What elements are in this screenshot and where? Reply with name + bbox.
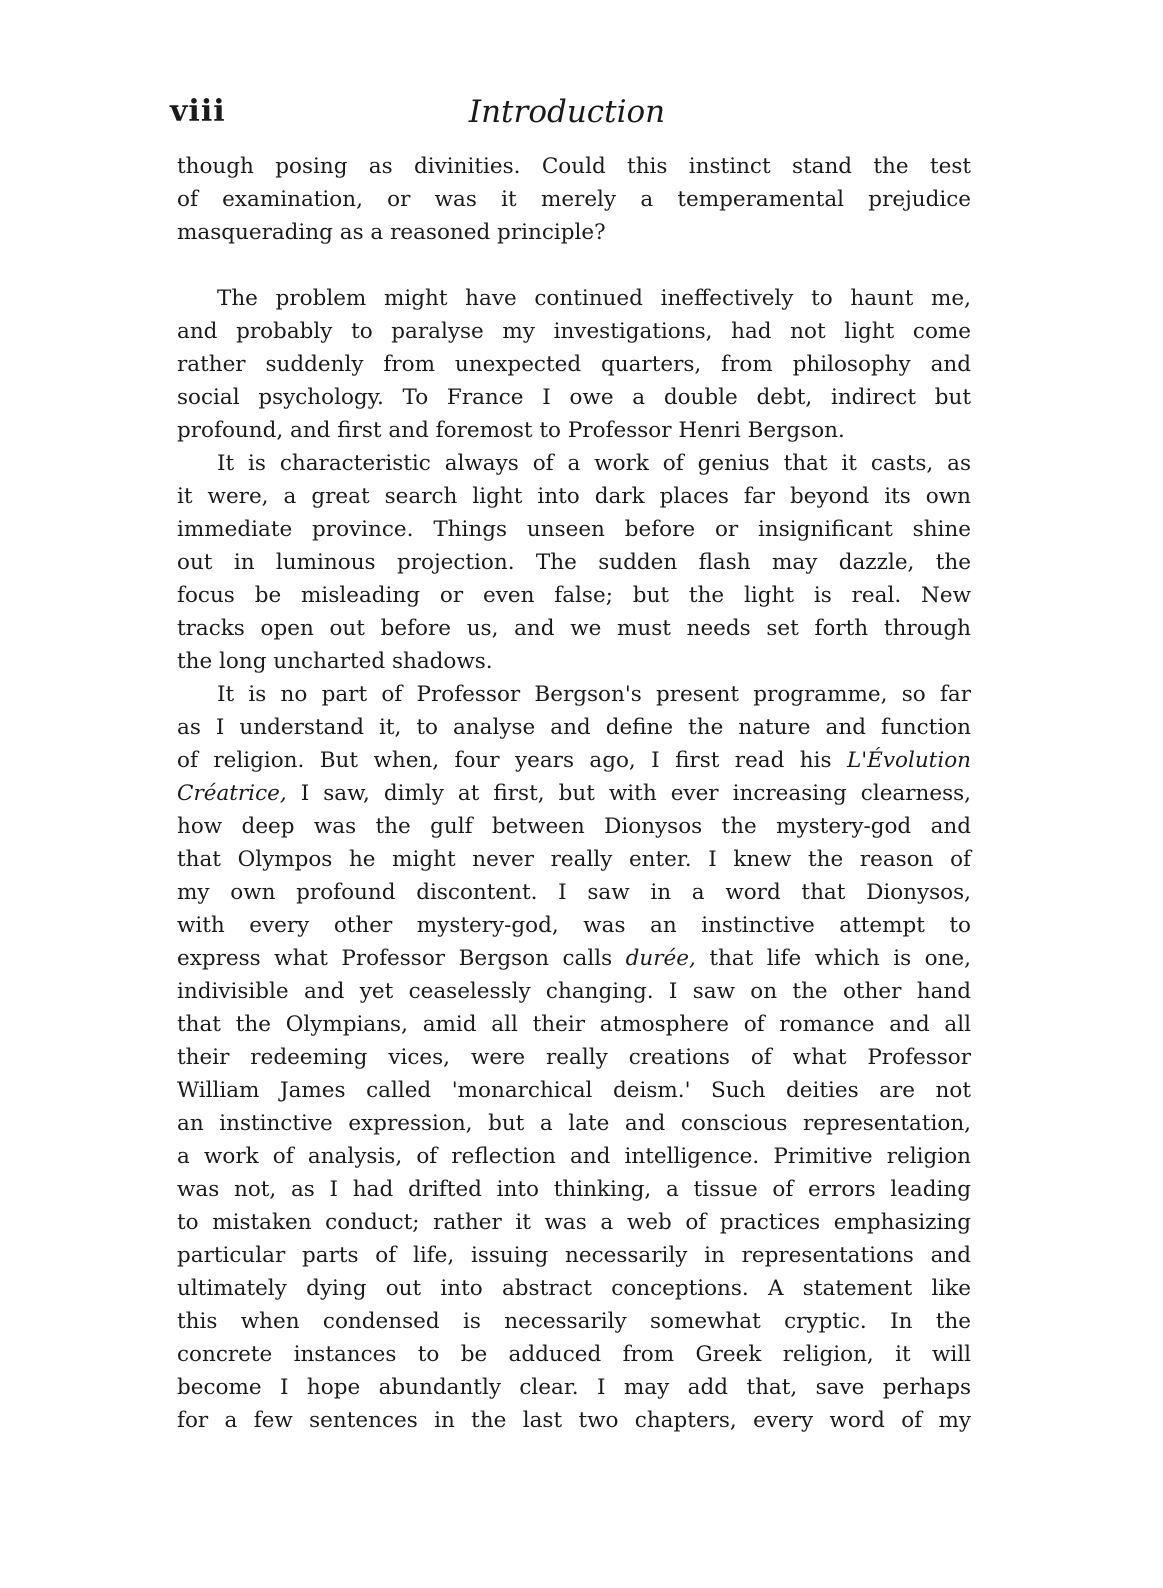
- text-line: this when condensed is necessarily somewhat cryptic. In the: [177, 1309, 971, 1334]
- paragraph-3: [177, 447, 971, 678]
- text-line: of examination, or was it merely a temperamental prejudice: [177, 187, 971, 212]
- text-line: William James called 'monarchical deism.' Such deities are not: [177, 1078, 971, 1103]
- page-number: viii: [170, 94, 226, 129]
- text-line: concrete instances to be adduced from Greek religion, it will: [177, 1342, 971, 1367]
- text-line: and probably to paralyse my investigations, had not light come: [177, 319, 971, 344]
- text-line: social psychology. To France I owe a double debt, indirect but: [177, 385, 971, 410]
- text-line: The problem might have continued ineffectively to haunt me,: [217, 286, 971, 311]
- text-line: their redeeming vices, were really creations of what Professor: [177, 1045, 971, 1070]
- text-line: was not, as I had drifted into thinking, a tissue of errors leading: [177, 1177, 971, 1202]
- text-line: immediate province. Things unseen before or insignificant shine: [177, 517, 971, 542]
- text-line: that Olympos he might never really enter. I knew the reason of: [177, 847, 971, 872]
- text-line: to mistaken conduct; rather it was a web of practices emphasizing: [177, 1210, 971, 1235]
- italic-term: durée,: [625, 946, 696, 971]
- running-title: Introduction: [468, 94, 666, 130]
- italic-title: L'Évolution: [846, 748, 971, 773]
- text-line: for a few sentences in the last two chapters, every word of my: [177, 1408, 971, 1433]
- paragraph-gap: [177, 249, 971, 282]
- text-line: become I hope abundantly clear. I may add that, save perhaps: [177, 1375, 971, 1400]
- line-text: express what Professor Bergson calls: [177, 946, 613, 971]
- text-line: as I understand it, to analyse and define the nature and function: [177, 715, 971, 740]
- text-line: profound, and first and foremost to Professor Henri Bergson.: [177, 418, 845, 443]
- text-line: how deep was the gulf between Dionysos the mystery-god and: [177, 814, 971, 839]
- text-line: that the Olympians, amid all their atmosphere of romance and all: [177, 1012, 971, 1037]
- text-line: out in luminous projection. The sudden flash may dazzle, the: [177, 550, 971, 575]
- line-text: of religion. But when, four years ago, I first read his: [177, 748, 832, 773]
- text-line: though posing as divinities. Could this instinct stand the test: [177, 154, 971, 179]
- text-line: it were, a great search light into dark places far beyond its own: [177, 484, 971, 509]
- text-line: tracks open out before us, and we must needs set forth through: [177, 616, 971, 641]
- text-line: ultimately dying out into abstract conceptions. A statement like: [177, 1276, 971, 1301]
- text-line: rather suddenly from unexpected quarters, from philosophy and: [177, 352, 971, 377]
- text-line: focus be misleading or even false; but the light is real. New: [177, 583, 971, 608]
- paragraph-1: [177, 150, 971, 249]
- text-line-with-italic: [177, 744, 971, 777]
- text-line-with-italic: [177, 942, 971, 975]
- text-line: It is no part of Professor Bergson's present programme, so far: [217, 682, 971, 707]
- text-line: masquerading as a reasoned principle?: [177, 220, 606, 245]
- text-line: indivisible and yet ceaselessly changing. I saw on the other hand: [177, 979, 971, 1004]
- page-header: [170, 92, 964, 136]
- text-line: particular parts of life, issuing necessarily in representations and: [177, 1243, 971, 1268]
- text-line: my own profound discontent. I saw in a word that Dionysos,: [177, 880, 971, 905]
- paragraph-2: [177, 282, 971, 447]
- text-line: Créatrice, I saw, dimly at first, but with ever increasing clearness,: [177, 781, 971, 806]
- line-text: that life which is one,: [709, 946, 971, 971]
- text-line: a work of analysis, of reflection and intelligence. Primitive religion: [177, 1144, 971, 1169]
- text-line: the long uncharted shadows.: [177, 649, 493, 674]
- italic-title: Créatrice,: [177, 781, 287, 806]
- text-line: an instinctive expression, but a late and conscious representation,: [177, 1111, 971, 1136]
- paragraph-4: [177, 678, 971, 1437]
- text-line: It is characteristic always of a work of genius that it casts, as: [217, 451, 971, 476]
- text-line: with every other mystery-god, was an instinctive attempt to: [177, 913, 971, 938]
- body-text: [177, 150, 971, 1437]
